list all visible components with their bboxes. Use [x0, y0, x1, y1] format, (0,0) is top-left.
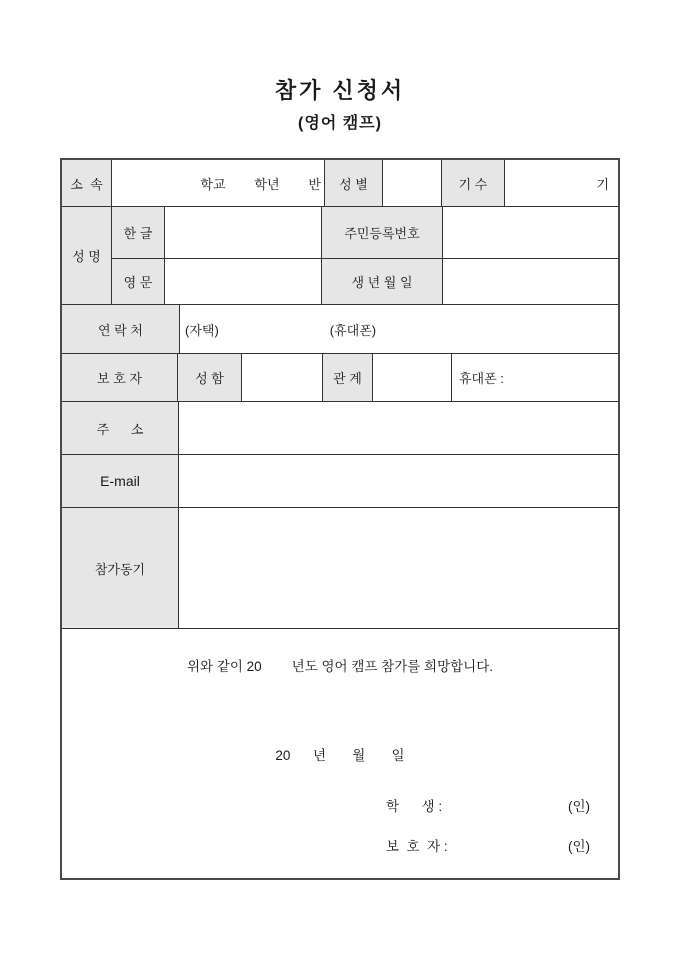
rrn-value-cell [443, 207, 618, 258]
form-subtitle: (영어 캠프) [298, 115, 382, 132]
mobile-phone-label: (휴대폰) [329, 322, 377, 338]
email-value-cell [179, 455, 618, 507]
subrow-english-name [112, 259, 618, 304]
affiliation-label: 소 속 [62, 160, 112, 206]
student-signature-row [62, 795, 618, 813]
guardian-signature-row [62, 835, 618, 853]
row-motive [62, 508, 618, 629]
guardian-name-value-cell [242, 354, 323, 401]
gender-label: 성 별 [325, 160, 383, 206]
student-signature-label: 학 생 : [386, 799, 443, 814]
guardian-seal-mark: (인) [568, 839, 591, 854]
birthdate-label: 생 년 월 일 [322, 259, 443, 304]
guardian-label: 보 호 자 [62, 354, 178, 401]
row-address [62, 402, 618, 455]
gender-value-cell [383, 160, 442, 206]
address-label: 주 소 [62, 402, 179, 454]
declaration-text: 위와 같이 20 년도 영어 캠프 참가를 희망합니다. [186, 659, 493, 674]
row-email [62, 455, 618, 508]
address-value-cell [179, 402, 618, 454]
application-form-table [60, 158, 620, 880]
guardian-phone-label: 휴대폰 : [459, 371, 504, 386]
guardian-signature-label: 보 호 자 : [386, 839, 448, 854]
motive-label: 참가동기 [62, 508, 179, 628]
english-name-label: 영 문 [112, 259, 165, 304]
signature-section [62, 629, 618, 878]
korean-name-label: 한 글 [112, 207, 165, 258]
row-contact [62, 305, 618, 354]
contact-label: 연 락 처 [62, 305, 180, 353]
korean-name-value-cell [165, 207, 322, 258]
guardian-name-label: 성 함 [178, 354, 242, 401]
name-label: 성 명 [62, 207, 112, 304]
english-name-value-cell [165, 259, 322, 304]
rrn-label: 주민등록번호 [322, 207, 443, 258]
row-name-block [62, 207, 618, 305]
row-affiliation [62, 160, 618, 207]
subrow-korean-name [112, 207, 618, 259]
form-title: 참가 신청서 [274, 78, 406, 103]
session-label: 기 수 [442, 160, 505, 206]
date-line: 20 년 월 일 [275, 748, 405, 763]
motive-value-cell [179, 508, 618, 628]
birthdate-value-cell [443, 259, 618, 304]
home-phone-label: (자택) [185, 322, 219, 338]
session-value-cell: 기 [596, 176, 609, 192]
relation-value-cell [373, 354, 452, 401]
contact-value-cell [180, 305, 618, 353]
student-seal-mark: (인) [568, 799, 591, 814]
relation-label: 관 계 [323, 354, 373, 401]
name-subgrid [112, 207, 618, 304]
affiliation-fill-in-line: 학교 학년 반 [112, 160, 325, 206]
row-guardian [62, 354, 618, 402]
email-label: E-mail [62, 455, 179, 507]
